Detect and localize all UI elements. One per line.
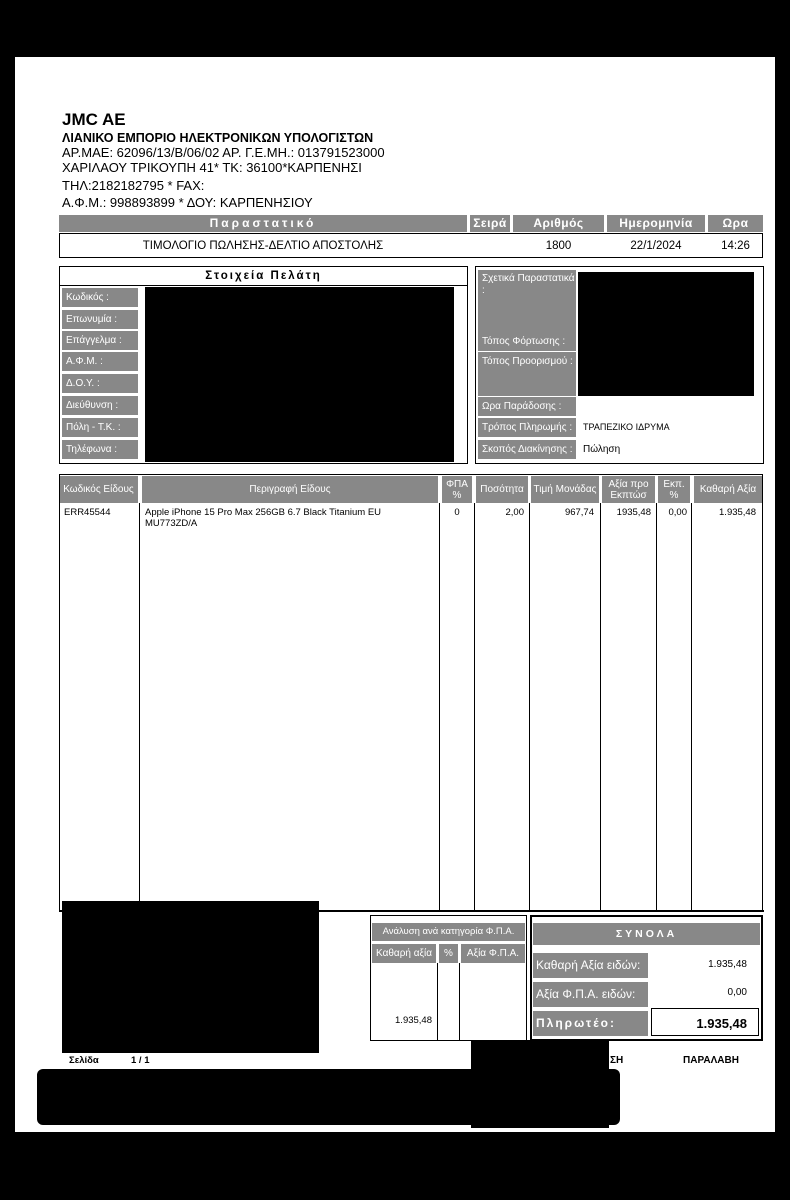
page-label: Σελίδα — [69, 1055, 99, 1066]
customer-profession-label: Επάγγελμα : — [62, 331, 138, 350]
total-payable-label: Πληρωτέο: — [533, 1011, 648, 1036]
totals-title: ΣΥΝΟΛΑ — [533, 923, 760, 945]
item-net-value: 1.935,48 — [719, 507, 756, 518]
item-code: ERR45544 — [64, 507, 111, 518]
company-tax: Α.Φ.Μ.: 998893899 * ΔΟΥ: ΚΑΡΠΕΝΗΣΙΟΥ — [62, 195, 313, 210]
series-header: Σειρά — [470, 215, 510, 232]
col-description: Περιγραφή Είδους — [142, 476, 438, 503]
col-gross-value: Αξία προ Εκπτώσ — [602, 476, 655, 503]
col-divider — [600, 503, 601, 912]
vat-col-net: Καθαρή αξία — [372, 944, 436, 963]
delivery-time-label: Ωρα Παράδοσης : — [478, 397, 576, 416]
issue-label-partial: ΣΗ — [610, 1055, 624, 1066]
destination-label: Τόπος Προορισμού : — [478, 352, 576, 396]
total-vat-value: 0,00 — [727, 987, 747, 998]
date-header: Ημερομηνία — [607, 215, 705, 232]
customer-redacted-block — [145, 287, 454, 462]
item-gross-value: 1935,48 — [616, 507, 651, 518]
payment-method-value: ΤΡΑΠΕΖΙΚΟ ΙΔΡΥΜΑ — [583, 422, 670, 432]
footer-redacted-block — [37, 1069, 620, 1125]
company-activity: ΛΙΑΝΙΚΟ ΕΜΠΟΡΙΟ ΗΛΕΚΤΡΟΝΙΚΩΝ ΥΠΟΛΟΓΙΣΤΩΝ — [62, 131, 374, 145]
vat-analysis-title: Ανάλυση ανά κατηγορία Φ.Π.Α. — [372, 923, 525, 941]
loading-place-label: Τόπος Φόρτωσης : — [478, 332, 576, 351]
item-unit-price: 967,74 — [564, 507, 594, 518]
total-payable-value: 1.935,48 — [696, 1016, 747, 1031]
customer-address-label: Διεύθυνση : — [62, 396, 138, 415]
total-net-label: Καθαρή Αξία ειδών: — [533, 953, 648, 978]
total-vat-label: Αξία Φ.Π.Α. ειδών: — [533, 982, 648, 1007]
col-divider — [139, 503, 140, 912]
vat-col-divider — [459, 963, 460, 1040]
company-registry: ΑΡ.ΜΑΕ: 62096/13/Β/06/02 ΑΡ. Γ.Ε.ΜΗ.: 013791523000 — [62, 145, 385, 160]
customer-vat-label: Α.Φ.Μ. : — [62, 352, 138, 371]
col-discount: Εκπ. % — [658, 476, 690, 503]
col-divider — [656, 503, 657, 912]
col-quantity: Ποσότητα — [476, 476, 528, 503]
vat-net-value: 1.935,48 — [395, 1015, 432, 1026]
date-value: 22/1/2024 — [630, 240, 682, 252]
doc-type-header: Παραστατικό — [59, 215, 467, 232]
col-net-value: Καθαρή Αξία — [694, 476, 762, 503]
customer-tax-office-label: Δ.Ο.Υ. : — [62, 374, 138, 393]
col-divider — [529, 503, 530, 912]
item-vat: 0 — [454, 507, 460, 518]
shipping-redacted-block — [578, 272, 754, 396]
item-quantity: 2,00 — [505, 507, 524, 518]
receipt-label: ΠΑΡΑΛΑΒΗ — [683, 1055, 739, 1066]
vat-col-divider — [437, 963, 438, 1040]
col-vat: ΦΠΑ % — [442, 476, 472, 503]
related-docs-label: Σχετικά Παραστατικά : — [478, 270, 576, 332]
company-phone: ΤΗΛ:2182182795 * FAX: — [62, 178, 205, 193]
items-table-frame — [59, 474, 763, 912]
number-value: 1800 — [545, 240, 572, 252]
vat-col-amount: Αξία Φ.Π.Α. — [461, 944, 525, 963]
company-address: ΧΑΡΙΛΑΟΥ ΤΡΙΚΟΥΠΗ 41* ΤΚ: 36100*ΚΑΡΠΕΝΗΣΙ — [62, 160, 362, 175]
customer-title: Στοιχεία Πελάτη — [205, 270, 322, 282]
col-divider — [691, 503, 692, 912]
transport-purpose-value: Πώληση — [583, 444, 621, 455]
time-value: 14:26 — [721, 240, 750, 252]
time-header: Ωρα — [708, 215, 763, 232]
vat-col-pct: % — [439, 944, 458, 963]
customer-title-divider — [59, 285, 468, 286]
item-discount: 0,00 — [668, 507, 687, 518]
total-net-value: 1.935,48 — [708, 959, 747, 970]
col-divider — [474, 503, 475, 912]
customer-city-label: Πόλη - Τ.Κ. : — [62, 418, 138, 437]
col-unit-price: Τιμή Μονάδας — [531, 476, 599, 503]
transport-purpose-label: Σκοπός Διακίνησης : — [478, 440, 576, 459]
customer-phone-label: Τηλέφωνα : — [62, 440, 138, 459]
item-description: Apple iPhone 15 Pro Max 256GB 6.7 Black Titanium EU MU773ZD/A — [145, 507, 382, 529]
page-value: 1 / 1 — [131, 1055, 150, 1066]
number-header: Αριθμός — [513, 215, 604, 232]
customer-code-label: Κωδικός : — [62, 288, 138, 307]
notes-redacted-block — [62, 901, 319, 1053]
col-item-code: Κωδικός Είδους — [59, 476, 138, 503]
payment-method-label: Τρόπος Πληρωμής : — [478, 418, 576, 437]
customer-name-label: Επωνυμία : — [62, 310, 138, 329]
col-divider — [439, 503, 440, 912]
company-name: JMC AE — [62, 110, 126, 129]
doc-type-value: ΤΙΜΟΛΟΓΙΟ ΠΩΛΗΣΗΣ-ΔΕΛΤΙΟ ΑΠΟΣΤΟΛΗΣ — [142, 240, 384, 252]
